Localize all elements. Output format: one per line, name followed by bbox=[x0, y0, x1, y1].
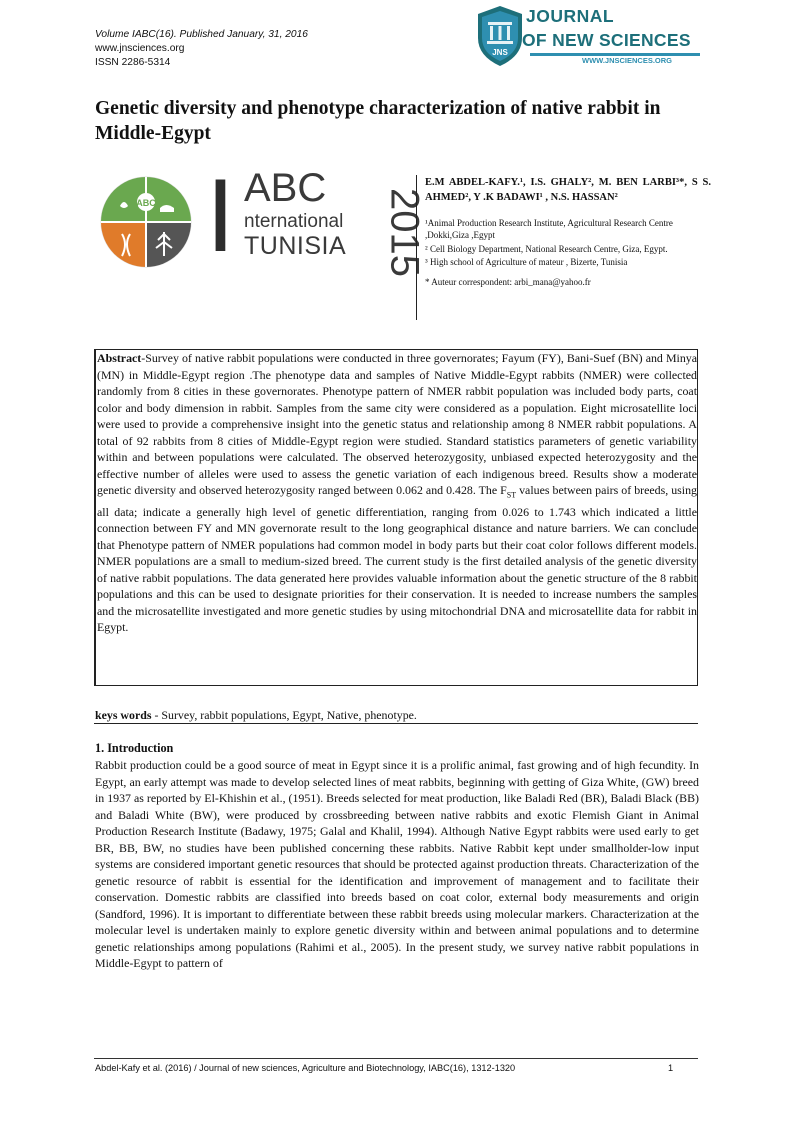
journal-name-line1: JOURNAL bbox=[526, 6, 615, 26]
introduction-heading: 1. Introduction bbox=[95, 741, 174, 755]
footer-citation: Abdel-Kafy et al. (2016) / Journal of new sciences, Agriculture and Biotechnology, IABC(16), 1312-1320 bbox=[95, 1063, 516, 1073]
issn: ISSN 2286-5314 bbox=[95, 57, 171, 68]
journal-header-meta bbox=[95, 28, 308, 70]
abstract-box bbox=[94, 349, 698, 686]
volume-line: Volume IABC(16). Published January, 31, 2016 bbox=[95, 29, 308, 40]
conference-circle-text: ABC bbox=[136, 198, 156, 208]
iabc-conference-logo bbox=[206, 158, 427, 277]
iabc-letter-i: I bbox=[206, 158, 235, 274]
abstract-text-1: -Survey of native rabbit populations were conducted in three governorates; Fayum (FY), Bani-Suef (BN) and Minya (MN) in Middle-Egypt region .The phenotype data and samples of Native Middle-Egypt rabbits (NMER) were collected randomly from 8 cities in these governorates. Phenotype pattern of NMER rabbit population was included body parts, coat color and body dimension in rabbit. Samples from the same city were considered as a population. Eight microsatellite loci were used to provide a comprehensive insight into the genetic status and relationship among 8 NMER rabbit populations. A total of 92 rabbits from 8 cities of Middle-Egypt region were studied. Standard statistics parameters of genetic variability within and between populations were calculated. The observed heterozygosity, unbiased expected heterozygosity and the effective number of alleles were used to assess the genetic variation of each indigenous breed. Results show a moderate genetic diversity and observed heterozygosity ranged between 0.062 and 0.428. The F bbox=[97, 351, 697, 497]
keywords-rule bbox=[94, 723, 698, 724]
journal-badge-icon bbox=[474, 4, 526, 68]
journal-name-line2: OF NEW SCIENCES bbox=[522, 30, 691, 50]
badge-text: JNS bbox=[492, 48, 508, 57]
iabc-year: 2015 bbox=[382, 188, 427, 277]
paper-title: Genetic diversity and phenotype characterization of native rabbit in Middle-Egypt bbox=[95, 98, 661, 144]
author-names: E.M ABDEL-KAFY.¹, I.S. GHALY², M. BEN LARBI³*, S S. AHMED², Y .K BADAWI¹ , N.S. HASSAN² bbox=[425, 177, 711, 203]
journal-url: WWW.JNSCIENCES.ORG bbox=[582, 56, 673, 65]
iabc-tunisia: TUNISIA bbox=[244, 232, 347, 260]
page-number: 1 bbox=[668, 1063, 674, 1073]
iabc-international: nternational bbox=[244, 211, 344, 232]
affiliation-3: ³ High school of Agriculture of mateur , Bizerte, Tunisia bbox=[425, 256, 628, 267]
abstract-subscript: ST bbox=[506, 490, 517, 500]
conference-circle-logo-icon bbox=[100, 176, 192, 268]
keywords-text: - Survey, rabbit populations, Egypt, Native, phenotype. bbox=[151, 708, 417, 722]
affiliation-1: ¹Animal Production Research Institute, Agricultural Research Centre ,Dokki,Giza ,Egypt bbox=[425, 218, 673, 241]
journal-website: www.jnsciences.org bbox=[95, 43, 185, 54]
keywords-label: keys words bbox=[95, 708, 152, 722]
iabc-abc: ABC bbox=[244, 166, 327, 210]
abstract-label: Abstract bbox=[97, 351, 142, 365]
corresponding-author: * Auteur correspondent: arbi_mana@yahoo.fr bbox=[425, 277, 591, 288]
affiliation-2: ² Cell Biology Department, National Research Centre, Giza, Egypt. bbox=[425, 243, 668, 254]
introduction-text: Rabbit production could be a good source of meat in Egypt since it is a prolific animal, fast growing and of high fecundity. In Egypt, an early attempt was made to develop selected lines of meat rabbits, beginning with getting of Giza White, (GW) breed in 1937 as reported by El-Khishin et al., (1951). Breeds selected for meat production, like Baladi Red (BR), Baladi Black (BB) and Baladi White (BW), were produced by crossbreeding between native rabbits and exotic Flemish Giant in Animal Production Research Institute (Badawy, 1975; Galal and Khalil, 1994). Although Native Egypt rabbits were used early to get BR, BB, BW, no studies have been published concerning these rabbits. Native Rabbit kept under smallholder-low input systems are considered important genetic resources that should be protected against production threats. Characterization of the genetic resource of rabbit is essential for the identification and improvement of management and to facilitate their conservation. Domestic rabbits are classified into breeds based on coat color, external body measurements and origin (Sandford, 1996). It is important to differentiate between these rabbit breeds using molecular markers. Characterization at the molecular level is undertaken mainly to explore genetic diversity within and between animal populations and to determine genetic relationships among populations (Rahimi et al., 2005). In the present study, we survey native rabbit populations in Middle-Egypt to pattern of bbox=[95, 758, 699, 970]
keywords bbox=[95, 707, 699, 723]
author-block bbox=[416, 175, 711, 320]
abstract-text-2: values between pairs of breeds, using all data; indicate a generally high level of genetic differentiation, ranging from 0.026 to 1.743 which indicated a little connection between FY and MN governorate result to the long geographical distance and nature barriers. We can conclude that Phenotype pattern of NMER populations had common model in body parts but their coat color follows different models. NMER populations are a small to medium-sized breed. The current study is the first detailed analysis of the genetic diversity of native rabbit populations. The data generated here provides valuable information about the genetic structure of the 8 rabbit populations and this can be used to designate priorities for their conservation. It is needed to increase numbers the samples and the microsatellite investigated and more genetic studies by using mitochondrial DNA and microsatellite data for rabbit in Egypt. bbox=[97, 483, 697, 635]
footer-rule bbox=[94, 1058, 698, 1059]
journal-logo bbox=[474, 4, 706, 72]
affiliations bbox=[425, 217, 711, 268]
